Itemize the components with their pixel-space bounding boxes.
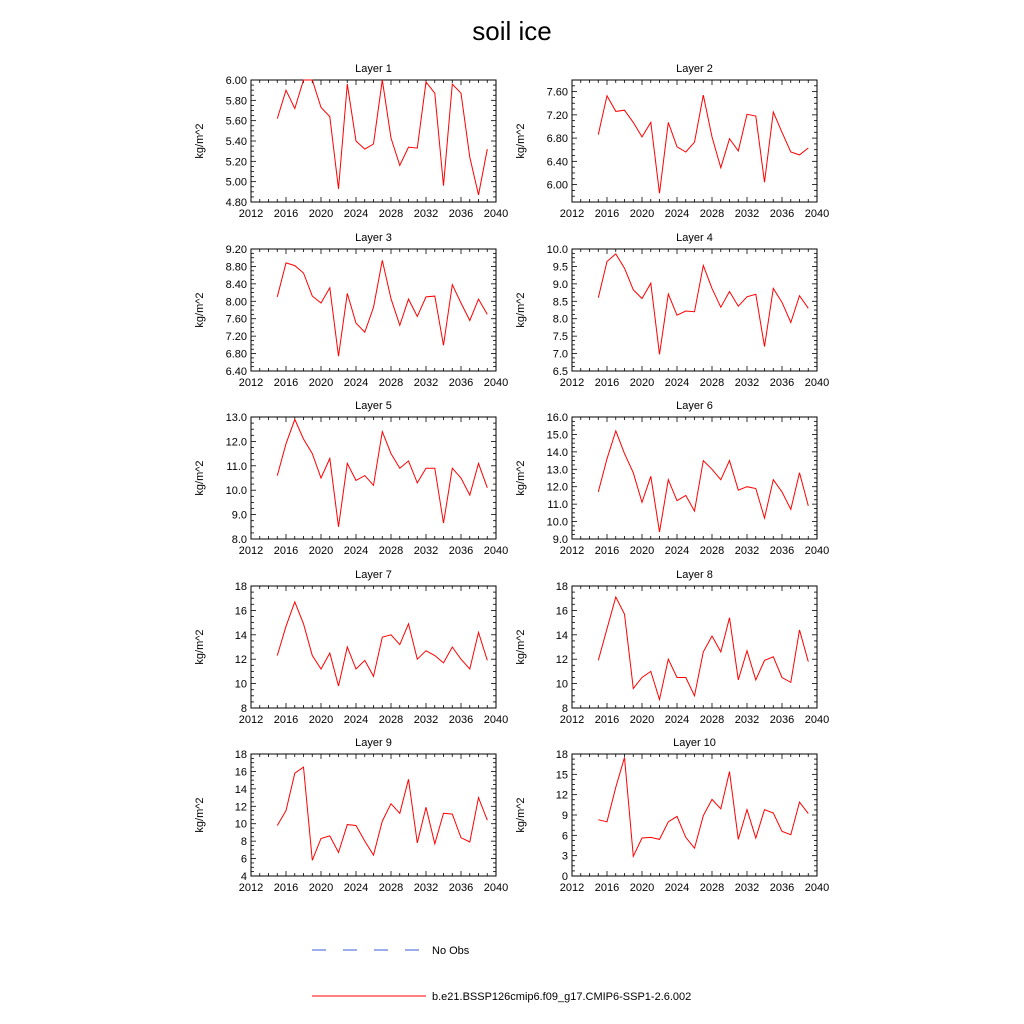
panel-10-xtick-label: 2020 <box>629 882 655 894</box>
panel-1-title: Layer 1 <box>355 63 392 75</box>
panel-9-ytick-label: 4 <box>240 871 247 883</box>
panel-9-xtick-label: 2020 <box>308 882 334 894</box>
panel-3-xtick-label: 2028 <box>378 377 404 389</box>
panel-9-xtick-label: 2016 <box>273 882 299 894</box>
panel-9-xtick-label: 2012 <box>238 882 264 894</box>
panel-1-ytick-label: 5.80 <box>225 95 247 108</box>
panel-5-ytick-label: 13.0 <box>225 412 247 424</box>
panel-5-xtick-label: 2036 <box>448 545 474 557</box>
panel-2-xtick-label: 2036 <box>769 208 795 220</box>
panel-2-xtick-label: 2024 <box>664 208 690 220</box>
panel-9-ytick-label: 8 <box>240 836 247 849</box>
panel-8-xtick-label: 2020 <box>629 714 655 726</box>
panel-6-ytick-label: 11.0 <box>547 499 568 512</box>
panel-3-series-line <box>277 260 487 356</box>
panel-1-xtick-label: 2016 <box>273 208 299 220</box>
panel-6-xtick-label: 2016 <box>594 545 620 557</box>
panel-2-xtick-label: 2040 <box>804 208 830 220</box>
panel-4-ytick-label: 7.0 <box>552 348 568 361</box>
panel-8-ytick-label: 10 <box>555 678 568 691</box>
panel-10-series-line <box>598 757 808 856</box>
panel-10-ytick-label: 3 <box>561 850 568 863</box>
panel-7-ytick-label: 10 <box>234 678 247 691</box>
panel-6-frame <box>572 417 817 539</box>
panel-4-title: Layer 4 <box>676 232 713 244</box>
panel-3-title: Layer 3 <box>355 232 392 244</box>
panel-10-ytick-label: 9 <box>561 810 568 822</box>
panel-4-series-line <box>598 254 808 354</box>
panel-7-xtick-label: 2036 <box>448 714 474 726</box>
panel-3-frame <box>251 249 496 371</box>
legend-label-2: b.e21.BSSP126cmip6.f09_g17.CMIP6-SSP1-2.6.002 <box>432 991 692 1003</box>
panel-8-frame <box>572 586 817 708</box>
panel-3-ytick-label: 6.80 <box>225 348 247 361</box>
panel-7-ytick-label: 8 <box>240 703 247 715</box>
panel-6-ylabel: kg/m^2 <box>515 460 527 496</box>
panel-9-ytick-label: 6 <box>240 853 247 866</box>
panel-5-ytick-label: 10.0 <box>225 485 247 498</box>
panel-3-ytick-label: 6.40 <box>225 366 247 378</box>
panel-4-xtick-label: 2028 <box>699 377 725 389</box>
panel-10-xtick-label: 2024 <box>664 882 690 894</box>
panel-7-xtick-label: 2024 <box>343 714 369 726</box>
panel-8-xtick-label: 2032 <box>734 714 760 726</box>
panel-3-ytick-label: 7.60 <box>225 313 247 326</box>
panel-6-xtick-label: 2024 <box>664 545 690 557</box>
panel-1-ytick-label: 5.40 <box>225 136 247 148</box>
panel-8-xtick-label: 2028 <box>699 714 725 726</box>
panel-5-ytick-label: 11.0 <box>226 460 247 473</box>
panel-7-ytick-label: 14 <box>234 629 247 642</box>
panel-9-frame <box>251 754 496 876</box>
panel-3-ytick-label: 9.20 <box>225 244 247 256</box>
panel-10-xtick-label: 2028 <box>699 882 725 894</box>
panel-1-ylabel: kg/m^2 <box>194 123 206 159</box>
panel-5-ytick-label: 9.0 <box>231 509 247 522</box>
panel-7-xtick-label: 2040 <box>483 714 509 726</box>
panel-5-xtick-label: 2016 <box>273 545 299 557</box>
panel-2-xtick-label: 2012 <box>559 208 585 220</box>
panel-4-xtick-label: 2036 <box>769 377 795 389</box>
panel-1-ytick-label: 5.60 <box>225 115 247 128</box>
panel-3-xtick-label: 2020 <box>308 377 334 389</box>
panel-1-xtick-label: 2036 <box>448 208 474 220</box>
panel-10-xtick-label: 2032 <box>734 882 760 894</box>
panel-3-ytick-label: 8.40 <box>225 278 247 291</box>
panel-8-xtick-label: 2016 <box>594 714 620 726</box>
panel-5-xtick-label: 2032 <box>413 545 439 557</box>
panel-8-xtick-label: 2024 <box>664 714 690 726</box>
panel-10-title: Layer 10 <box>673 737 716 749</box>
panel-8-ytick-label: 18 <box>555 581 568 593</box>
panel-1-xtick-label: 2040 <box>483 208 509 220</box>
panel-9-xtick-label: 2032 <box>413 882 439 894</box>
panel-7-xtick-label: 2032 <box>413 714 439 726</box>
panel-1-xtick-label: 2012 <box>238 208 264 220</box>
panel-3-ytick-label: 8.00 <box>225 296 247 309</box>
panel-9-ylabel: kg/m^2 <box>194 797 206 833</box>
panel-7-xtick-label: 2012 <box>238 714 264 726</box>
panel-4-xtick-label: 2020 <box>629 377 655 389</box>
panel-4-xtick-label: 2012 <box>559 377 585 389</box>
panel-4-ytick-label: 8.0 <box>552 313 568 326</box>
figure-title: soil ice <box>472 16 552 46</box>
panel-8-title: Layer 8 <box>676 569 713 581</box>
panel-3-xtick-label: 2024 <box>343 377 369 389</box>
panel-4-xtick-label: 2032 <box>734 377 760 389</box>
panel-9-ytick-label: 10 <box>234 818 247 831</box>
panel-4-ytick-label: 7.5 <box>552 331 568 344</box>
panel-5-ytick-label: 12.0 <box>225 436 247 449</box>
panel-2-ylabel: kg/m^2 <box>515 123 527 159</box>
panel-3-ylabel: kg/m^2 <box>194 292 206 328</box>
panel-7-ytick-label: 18 <box>234 581 247 593</box>
panel-4-ytick-label: 9.5 <box>552 261 568 274</box>
panel-1-ytick-label: 6.00 <box>225 75 247 87</box>
panel-6-ytick-label: 14.0 <box>546 446 568 459</box>
panel-5-series-line <box>277 419 487 526</box>
panel-6-xtick-label: 2040 <box>804 545 830 557</box>
panel-9-series-line <box>277 767 487 860</box>
panel-10-ylabel: kg/m^2 <box>515 797 527 833</box>
panel-9-ytick-label: 16 <box>234 766 247 779</box>
panel-10-ytick-label: 18 <box>555 749 568 761</box>
panel-10-ytick-label: 0 <box>561 871 568 883</box>
panel-2-title: Layer 2 <box>676 63 713 75</box>
panel-5-xtick-label: 2012 <box>238 545 264 557</box>
panel-7-xtick-label: 2028 <box>378 714 404 726</box>
panel-7-series-line <box>277 602 487 686</box>
panel-7-ylabel: kg/m^2 <box>194 629 206 665</box>
panel-8-ytick-label: 8 <box>561 703 568 715</box>
panel-9-title: Layer 9 <box>355 737 392 749</box>
panel-10-xtick-label: 2016 <box>594 882 620 894</box>
panel-3-xtick-label: 2032 <box>413 377 439 389</box>
panel-3-ytick-label: 8.80 <box>225 261 247 274</box>
panel-6-xtick-label: 2032 <box>734 545 760 557</box>
panel-3-ytick-label: 7.20 <box>225 331 247 344</box>
panel-6-ytick-label: 16.0 <box>546 412 568 424</box>
panel-5-xtick-label: 2028 <box>378 545 404 557</box>
panel-5-xtick-label: 2040 <box>483 545 509 557</box>
panel-1-xtick-label: 2020 <box>308 208 334 220</box>
panel-7-xtick-label: 2016 <box>273 714 299 726</box>
panel-5-title: Layer 5 <box>355 400 392 412</box>
panel-1-series-line <box>277 80 487 195</box>
panel-8-xtick-label: 2012 <box>559 714 585 726</box>
panel-6-ytick-label: 10.0 <box>546 516 568 529</box>
panel-7-title: Layer 7 <box>355 569 392 581</box>
panel-4-xtick-label: 2040 <box>804 377 830 389</box>
panel-1-ytick-label: 5.00 <box>225 176 247 189</box>
panel-2-xtick-label: 2028 <box>699 208 725 220</box>
panel-3-xtick-label: 2012 <box>238 377 264 389</box>
panel-10-ytick-label: 6 <box>561 830 568 843</box>
panel-4-ytick-label: 8.5 <box>552 296 568 309</box>
panel-1-ytick-label: 5.20 <box>225 156 247 169</box>
panel-3-xtick-label: 2040 <box>483 377 509 389</box>
panel-2-ytick-label: 6.40 <box>546 156 568 169</box>
panel-6-xtick-label: 2028 <box>699 545 725 557</box>
panel-10-xtick-label: 2040 <box>804 882 830 894</box>
panel-7-xtick-label: 2020 <box>308 714 334 726</box>
panel-9-xtick-label: 2028 <box>378 882 404 894</box>
panel-4-ylabel: kg/m^2 <box>515 292 527 328</box>
panel-3-xtick-label: 2036 <box>448 377 474 389</box>
panel-8-xtick-label: 2040 <box>804 714 830 726</box>
panel-5-ylabel: kg/m^2 <box>194 460 206 496</box>
panel-1-xtick-label: 2028 <box>378 208 404 220</box>
panel-9-ytick-label: 18 <box>234 749 247 761</box>
panel-5-xtick-label: 2024 <box>343 545 369 557</box>
panel-10-xtick-label: 2012 <box>559 882 585 894</box>
panel-1-xtick-label: 2032 <box>413 208 439 220</box>
panel-10-ytick-label: 15 <box>555 769 568 782</box>
panel-5-ytick-label: 8.0 <box>231 534 247 546</box>
panel-9-ytick-label: 14 <box>234 783 247 796</box>
panel-6-xtick-label: 2036 <box>769 545 795 557</box>
panel-9-xtick-label: 2024 <box>343 882 369 894</box>
panel-2-xtick-label: 2032 <box>734 208 760 220</box>
panel-2-xtick-label: 2016 <box>594 208 620 220</box>
panel-4-ytick-label: 9.0 <box>552 278 568 291</box>
panel-5-frame <box>251 417 496 539</box>
panel-2-ytick-label: 7.60 <box>546 86 568 99</box>
panel-8-ytick-label: 12 <box>555 654 568 667</box>
panel-4-xtick-label: 2016 <box>594 377 620 389</box>
panel-9-ytick-label: 12 <box>234 801 247 814</box>
panel-8-ylabel: kg/m^2 <box>515 629 527 665</box>
panel-6-ytick-label: 15.0 <box>546 429 568 442</box>
panel-4-xtick-label: 2024 <box>664 377 690 389</box>
panel-8-ytick-label: 14 <box>555 629 568 642</box>
panel-1-xtick-label: 2024 <box>343 208 369 220</box>
panel-7-frame <box>251 586 496 708</box>
panel-4-ytick-label: 6.5 <box>552 366 568 378</box>
panel-6-series-line <box>598 431 808 532</box>
panel-6-xtick-label: 2012 <box>559 545 585 557</box>
panel-5-xtick-label: 2020 <box>308 545 334 557</box>
panel-6-title: Layer 6 <box>676 400 713 412</box>
panel-1-ytick-label: 4.80 <box>225 197 247 209</box>
panel-7-ytick-label: 12 <box>234 654 247 667</box>
panel-3-xtick-label: 2016 <box>273 377 299 389</box>
panel-8-xtick-label: 2036 <box>769 714 795 726</box>
panel-2-ytick-label: 6.80 <box>546 133 568 146</box>
panel-2-xtick-label: 2020 <box>629 208 655 220</box>
panel-2-ytick-label: 6.00 <box>546 179 568 192</box>
panel-10-ytick-label: 12 <box>555 789 568 802</box>
panel-8-ytick-label: 16 <box>555 605 568 618</box>
panel-2-ytick-label: 7.20 <box>546 109 568 122</box>
panel-6-ytick-label: 12.0 <box>546 481 568 494</box>
panel-6-ytick-label: 9.0 <box>552 534 568 546</box>
panel-10-xtick-label: 2036 <box>769 882 795 894</box>
panel-9-xtick-label: 2040 <box>483 882 509 894</box>
panel-6-xtick-label: 2020 <box>629 545 655 557</box>
panel-9-xtick-label: 2036 <box>448 882 474 894</box>
panel-6-ytick-label: 13.0 <box>546 464 568 477</box>
panel-7-ytick-label: 16 <box>234 605 247 618</box>
legend-label-1: No Obs <box>432 945 470 957</box>
panel-2-series-line <box>598 95 808 193</box>
panel-8-series-line <box>598 597 808 700</box>
panel-4-ytick-label: 10.0 <box>546 244 568 256</box>
